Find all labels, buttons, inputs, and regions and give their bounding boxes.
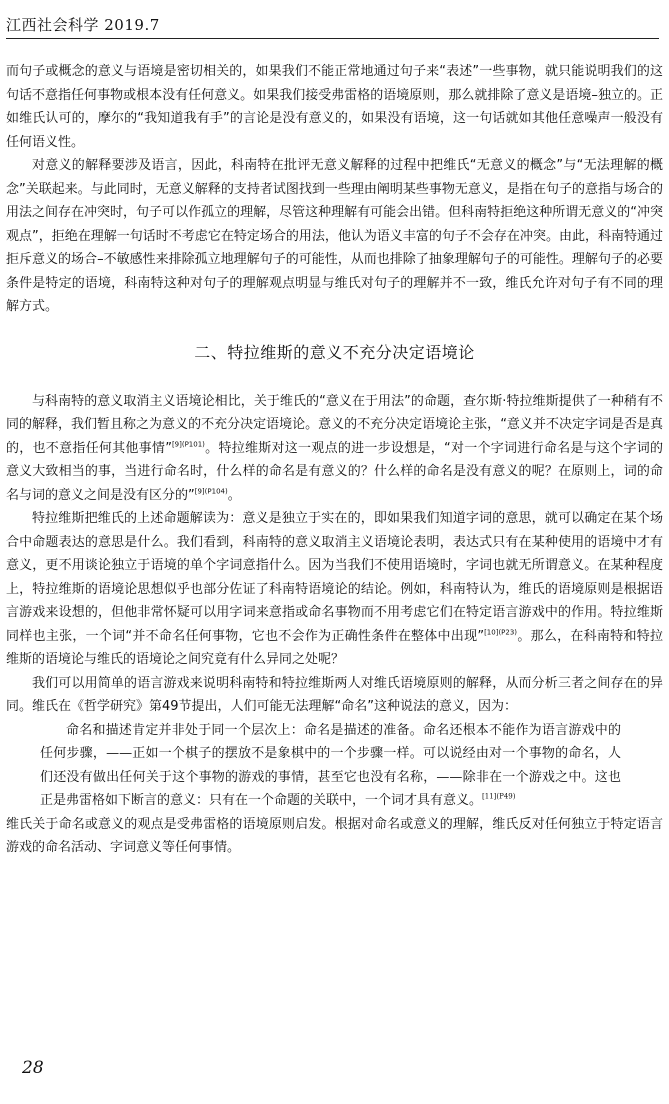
paragraph-text: 维氏关于命名或意义的观点是受弗雷格的语境原则启发。根据对命名或意义的理解，维氏反对任何独立于特定语言游戏的命名活动、字词意义等任何事情。 xyxy=(6,816,663,855)
paragraph xyxy=(6,154,663,319)
citation: [11](P49) xyxy=(482,792,516,801)
paragraph xyxy=(6,813,663,860)
citation: [10](P23) xyxy=(484,628,518,637)
block-quote xyxy=(40,719,621,813)
citation: [9](P101) xyxy=(171,440,205,449)
paragraph xyxy=(6,390,663,508)
paragraph-text: 特拉维斯把维氏的上述命题解读为：意义是独立于实在的，即如果我们知道字词的意思，就可以确定在某个场合中命题表达的意思是什么。我们看到，科南特的意义取消主义语境论表明，表达式只有在某种使用的语境中才有意义，更不用谈论独立于语境的单个字词意指什么。因为当我们不使用语境时，字词也就无所谓意义。在某种程度上，特拉维斯的语境论思想似乎也部分佐证了科南特语境论的结论。例如，科南特认为，维氏的语境原则是根据语言游戏来设想的，但他非常怀疑可以用字词来意指或命名事物而不用考虑它们在特定语言游戏中的作用。特拉维斯同样也主张，一个词“并不命名任何事物，它也不会作为正确性条件在整体中出现” xyxy=(6,511,663,644)
paragraph xyxy=(6,60,663,154)
paragraph-text: 而句子或概念的意义与语境是密切相关的，如果我们不能正常地通过句子来“表述”一些事物，就只能说明我们的这句话不意指任何事物或根本没有任何意义。如果我们接受弗雷格的语境原则，那么就排除了意义是语境–独立的。正如维氏认可的，摩尔的“我知道我有手”的言论是没有意义的，如果没有语境，这一句话就如其他任意噪声一般没有任何语义性。 xyxy=(6,64,663,150)
paragraph-text: 我们可以用简单的语言游戏来说明科南特和特拉维斯两人对维氏语境原则的解释，从而分析三者之间存在的异同。维氏在《哲学研究》第49节提出，人们可能无法理解“命名”这种说法的意义，因为： xyxy=(6,675,663,714)
paragraph-text: 对意义的解释要涉及语言，因此，科南特在批评无意义解释的过程中把维氏“无意义的概念”与“无法理解的概念”关联起来。与此同时，无意义解释的支持者试图找到一些理由阐明某些事物无意义，是指在句子的意指与场合的用法之间存在冲突时，句子可以作孤立的理解，尽管这种理解有可能会出错。但科南特拒绝这种所谓无意义的“冲突观点”，拒绝在理解一句话时不考虑它在特定场合的用法，他认为语义丰富的句子不会存在冲突。由此，科南特通过拒斥意义的场合–不敏感性来排除孤立地理解句子的可能性，从而也排除了抽象理解句子的可能性。理解句子的必要条件是特定的语境，科南特这种对句子的理解观点明显与维氏对句子的理解并不一致，维氏允许对句子有不同的理解方式。 xyxy=(6,158,663,314)
paragraph-text: 。特拉维斯对这一观点的进一步设想是，“对一个字词进行命名是与这个字词的意义大致相当的事，当进行命名时，什么样的命名是有意义的？什么样的命名是没有意义的呢？在原则上，词的命名与词的意义之间是没有区分的” xyxy=(6,440,663,503)
paragraph-text: 与科南特的意义取消主义语境论相比，关于维氏的“意义在于用法”的命题，查尔斯·特拉维斯提供了一种稍有不同的解释，我们暂且称之为意义的不充分决定语境论。意义的不充分决定语境论主张，“意义并不决定字词是否是真的，也不意指任何其他事情” xyxy=(6,393,663,456)
paragraph-text: 。 xyxy=(227,487,241,503)
paragraph-text: 。那么，在科南特和特拉维斯的语境论与维氏的语境论之间究竟有什么异同之处呢？ xyxy=(6,628,663,667)
paragraph xyxy=(6,672,663,719)
article-body xyxy=(6,60,663,860)
running-header xyxy=(6,8,659,39)
page-number: 28 xyxy=(22,1058,44,1078)
paragraph xyxy=(6,507,663,672)
journal-title: 江西社会科学 2019.7 xyxy=(6,16,160,34)
section-heading: 二、特拉维斯的意义不充分决定语境论 xyxy=(194,342,475,362)
quote-text: 命名和描述肯定并非处于同一个层次上：命名是描述的准备。命名还根本不能作为语言游戏中的任何步骤，——正如一个棋子的摆放不是象棋中的一个步骤一样。可以说经由对一个事物的命名，人们还没有做出任何关于这个事物的游戏的事情，甚至它也没有名称，——除非在一个游戏之中。这也正是弗雷格如下断言的意义：只有在一个命题的关联中，一个词才具有意义。 xyxy=(40,722,621,808)
citation: [9](P104) xyxy=(194,487,228,496)
